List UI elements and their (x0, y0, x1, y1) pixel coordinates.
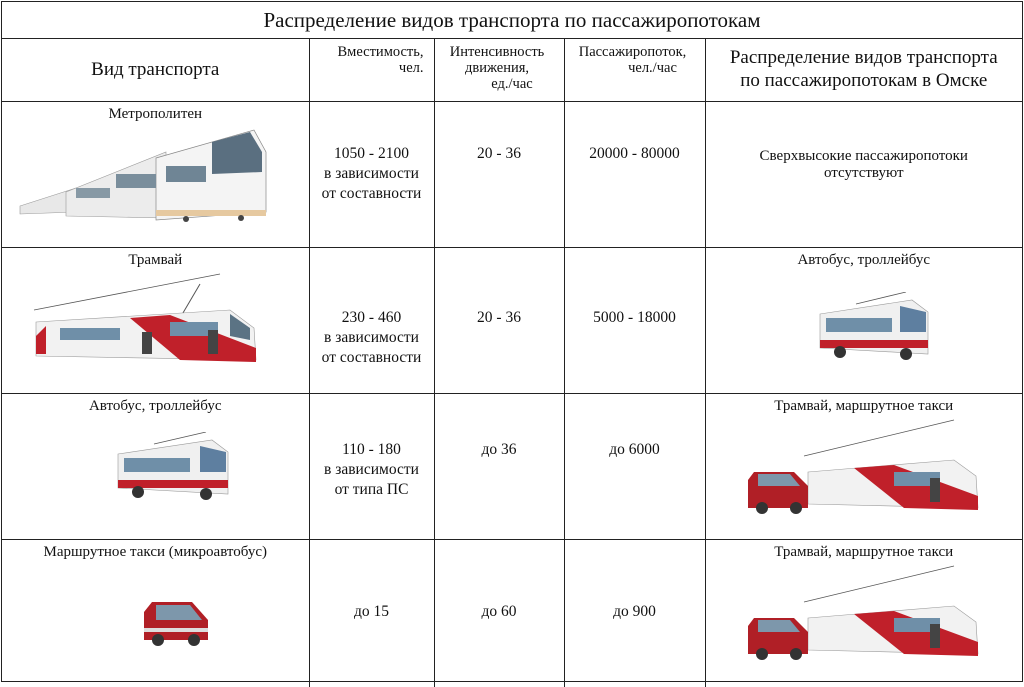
cell-type (2, 540, 309, 687)
header-row (2, 39, 1022, 102)
table-row (2, 540, 1022, 687)
tram-icon (30, 270, 270, 370)
minibus-and-tram-icon (744, 416, 988, 516)
omsk-label: Трамвай, маршрутное такси (774, 398, 953, 414)
transport-table-container (1, 1, 1023, 682)
page-title: Распределение видов транспорта по пассажиропотокам (2, 2, 1022, 39)
omsk-label: Автобус, троллейбус (797, 252, 930, 268)
trolleybus-icon (114, 432, 234, 504)
header-flow: Пассажиропоток, чел./час (564, 39, 705, 102)
cell-flow: 5000 - 18000 (564, 248, 705, 394)
cell-intensity: 20 - 36 (434, 102, 564, 248)
header-intensity: Интенсивность движения, ед./час (434, 39, 564, 102)
cell-omsk (705, 248, 1022, 394)
cell-type (2, 102, 309, 248)
cell-flow: до 900 (564, 540, 705, 687)
minibus-and-tram-icon (744, 562, 988, 662)
header-type: Вид транспорта (2, 39, 309, 102)
table-row (2, 248, 1022, 394)
row-name: Трамвай (128, 252, 182, 268)
cell-intensity: до 60 (434, 540, 564, 687)
cell-intensity: 20 - 36 (434, 248, 564, 394)
metro-train-icon (16, 122, 268, 222)
table-row (2, 102, 1022, 248)
table-row (2, 394, 1022, 540)
cell-type (2, 394, 309, 540)
transport-table (2, 39, 1022, 687)
cell-flow: до 6000 (564, 394, 705, 540)
header-omsk: Распределение видов транспорта по пассажиропотокам в Омске (705, 39, 1022, 102)
cell-omsk (705, 394, 1022, 540)
row-name: Маршрутное такси (микроавтобус) (43, 544, 267, 560)
cell-capacity: до 15 (309, 540, 434, 687)
row-name: Метрополитен (108, 106, 202, 122)
minibus-icon (140, 598, 212, 648)
cell-omsk: Сверхвысокие пассажиропотоки отсутствуют (705, 102, 1022, 248)
cell-omsk (705, 540, 1022, 687)
cell-capacity: 110 - 180 в зависимости от типа ПС (309, 394, 434, 540)
cell-flow: 20000 - 80000 (564, 102, 705, 248)
cell-type (2, 248, 309, 394)
cell-capacity: 230 - 460 в зависимости от составности (309, 248, 434, 394)
row-name: Автобус, троллейбус (89, 398, 222, 414)
cell-capacity: 1050 - 2100 в зависимости от составности (309, 102, 434, 248)
header-capacity: Вместимость, чел. (309, 39, 434, 102)
omsk-label: Трамвай, маршрутное такси (774, 544, 953, 560)
trolleybus-icon (816, 292, 932, 364)
cell-intensity: до 36 (434, 394, 564, 540)
